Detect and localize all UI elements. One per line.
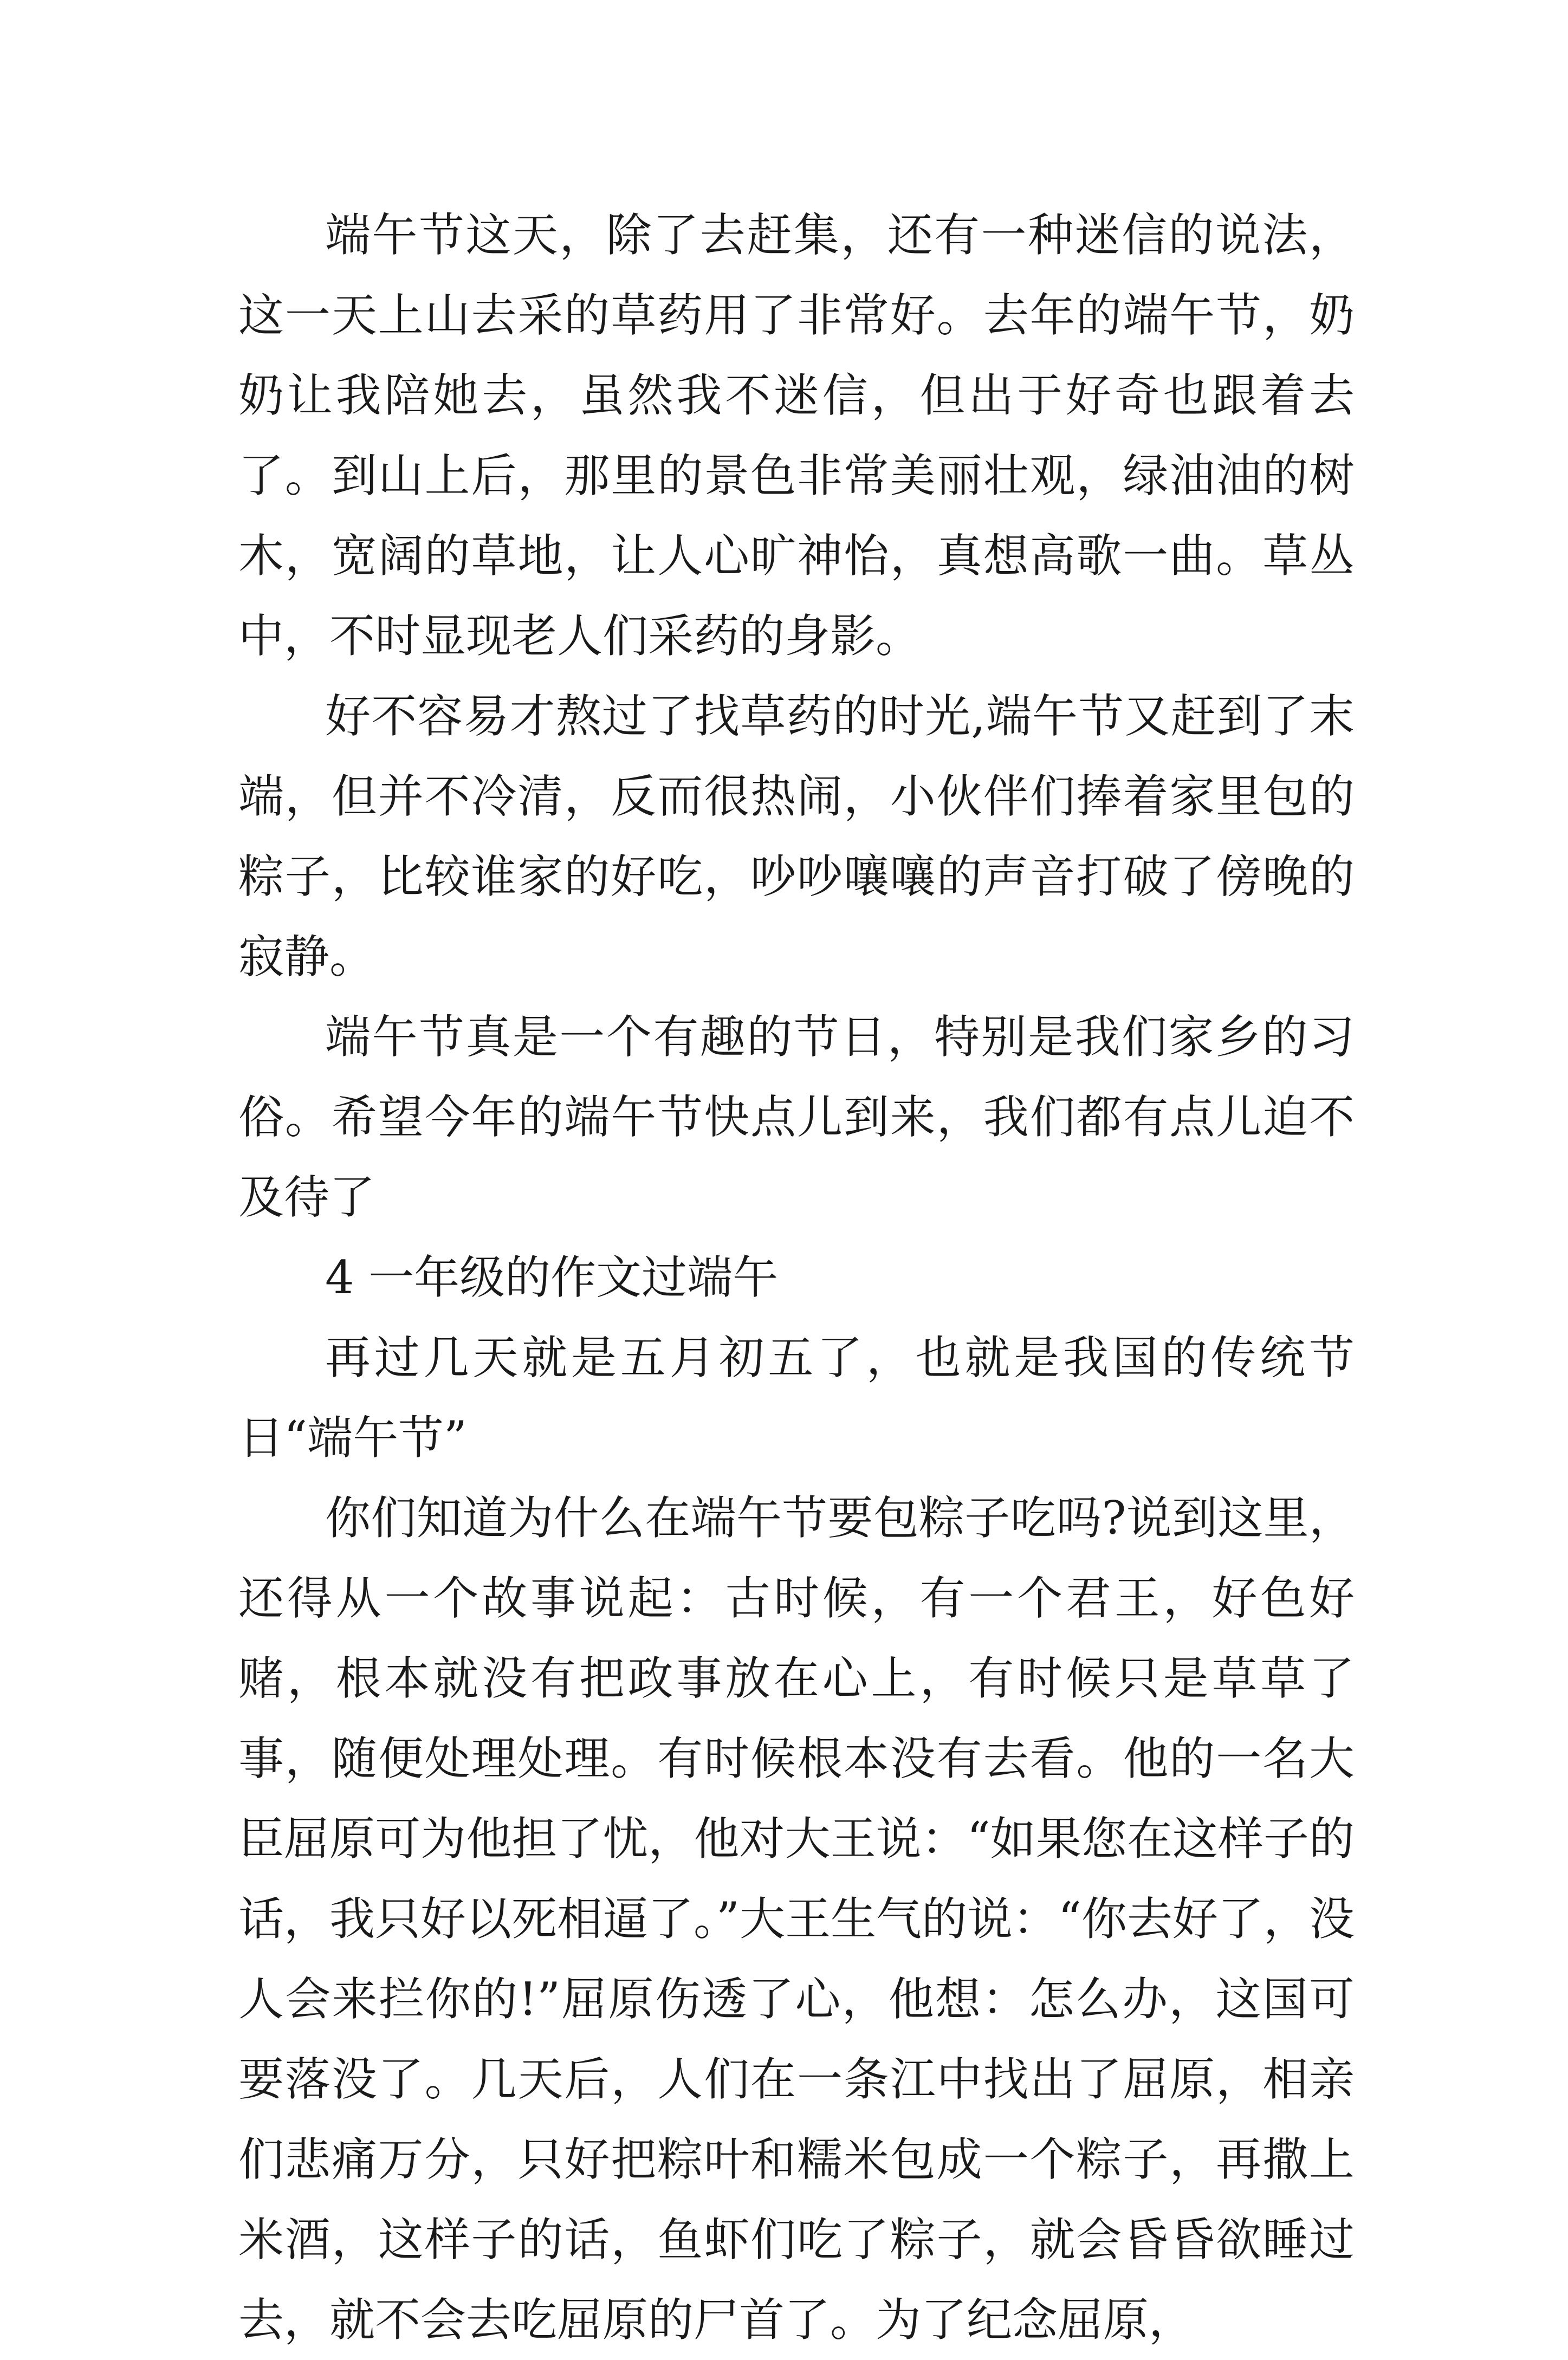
section-heading: 4 一年级的作文过端午 xyxy=(325,1251,779,1304)
body-text xyxy=(238,195,1355,2360)
paragraph-2: 好不容易才熬过了找草药的时光,端午节又赶到了末端，但并不冷清，反而很热闹，小伙伴们捧着家里包的粽子，比较谁家的好吃，吵吵嚷嚷的声音打破了傍晚的寂静。 xyxy=(238,690,1355,983)
paragraph-1: 端午节这天，除了去赶集，还有一种迷信的说法，这一天上山去采的草药用了非常好。去年的端午节，奶奶让我陪她去，虽然我不迷信，但出于好奇也跟着去了。到山上后，那里的景色非常美丽壮观，绿油油的树木，宽阔的草地，让人心旷神怡，真想高歌一曲。草丛中，不时显现老人们采药的身影。 xyxy=(238,209,1355,663)
paragraph-4: 再过几天就是五月初五了，也就是我国的传统节日“端午节” xyxy=(238,1331,1355,1464)
paragraph-3: 端午节真是一个有趣的节日，特别是我们家乡的习俗。希望今年的端午节快点儿到来，我们都有点儿迫不及待了 xyxy=(238,1010,1355,1224)
paragraph-5: 你们知道为什么在端午节要包粽子吃吗?说到这里，还得从一个故事说起：古时候，有一个君王，好色好赌，根本就没有把政事放在心上，有时候只是草草了事，随便处理处理。有时候根本没有去看。他的一名大臣屈原可为他担了忧，他对大王说：“如果您在这样子的话，我只好以死相逼了。”大王生气的说：“你去好了，没人会来拦你的!”屈原伤透了心，他想：怎么办，这国可要落没了。几天后，人们在一条江中找出了屈原，相亲们悲痛万分，只好把粽叶和糯米包成一个粽子，再撒上米酒，这样子的话，鱼虾们吃了粽子，就会昏昏欲睡过去，就不会去吃屈原的尸首了。为了纪念屈原， xyxy=(238,1492,1355,2346)
